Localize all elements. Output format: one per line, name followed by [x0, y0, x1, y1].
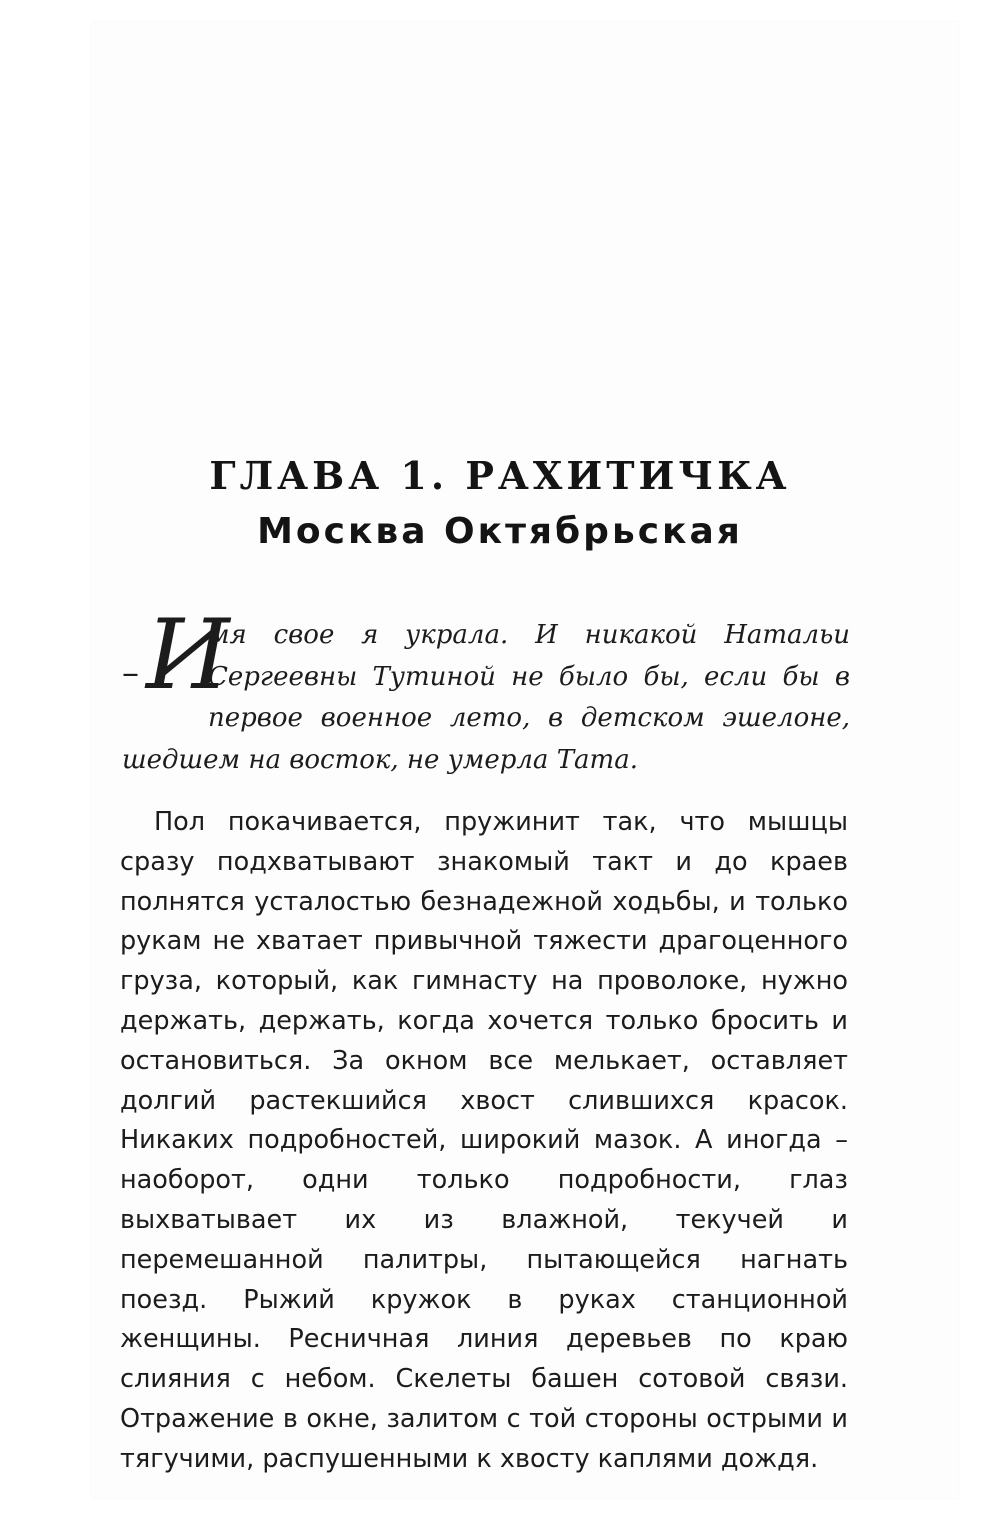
epigraph-dash: – [122, 653, 139, 693]
chapter-title: ГЛАВА 1. РАХИТИЧКА [209, 453, 791, 498]
body-paragraph: Пол покачивается, пружинит так, что мышцы сразу подхватывают знакомый такт и до краев полнятся усталостью безнадежной ходьбы, и только рукам не хватает привычной тяжести драгоценного груза, который, как гимнасту на проволоке, нужно держать, держать, когда хочется только бросить и остановиться. За окном все мелькает, оставляет долгий растекшийся хвост слившихся красок. Никаких подробностей, широкий мазок. А иногда – наоборот, одни только подробности, глаз выхватывает их из влажной, текучей и перемешанной палитры, пытающейся нагнать поезд. Рыжий кружок в руках станционной женщины. Ресничная линия деревьев по краю слияния с небом. Скелеты башен сотовой связи. Отражение в окне, залитом с той стороны острыми и тягучими, распушенными к хвосту каплями дождя. [120, 807, 848, 1474]
epigraph [122, 599, 850, 781]
epigraph-lead [122, 599, 230, 711]
epigraph-text: мя свое я украла. И никакой Натальи Сергеевны Тутиной не было бы, если бы в первое военное лето, в детском эшелоне, шедшем на восток, не умерла Тата. [122, 620, 850, 775]
drop-cap: И [146, 599, 230, 711]
chapter-subtitle: Москва Октябрьская [257, 511, 743, 552]
